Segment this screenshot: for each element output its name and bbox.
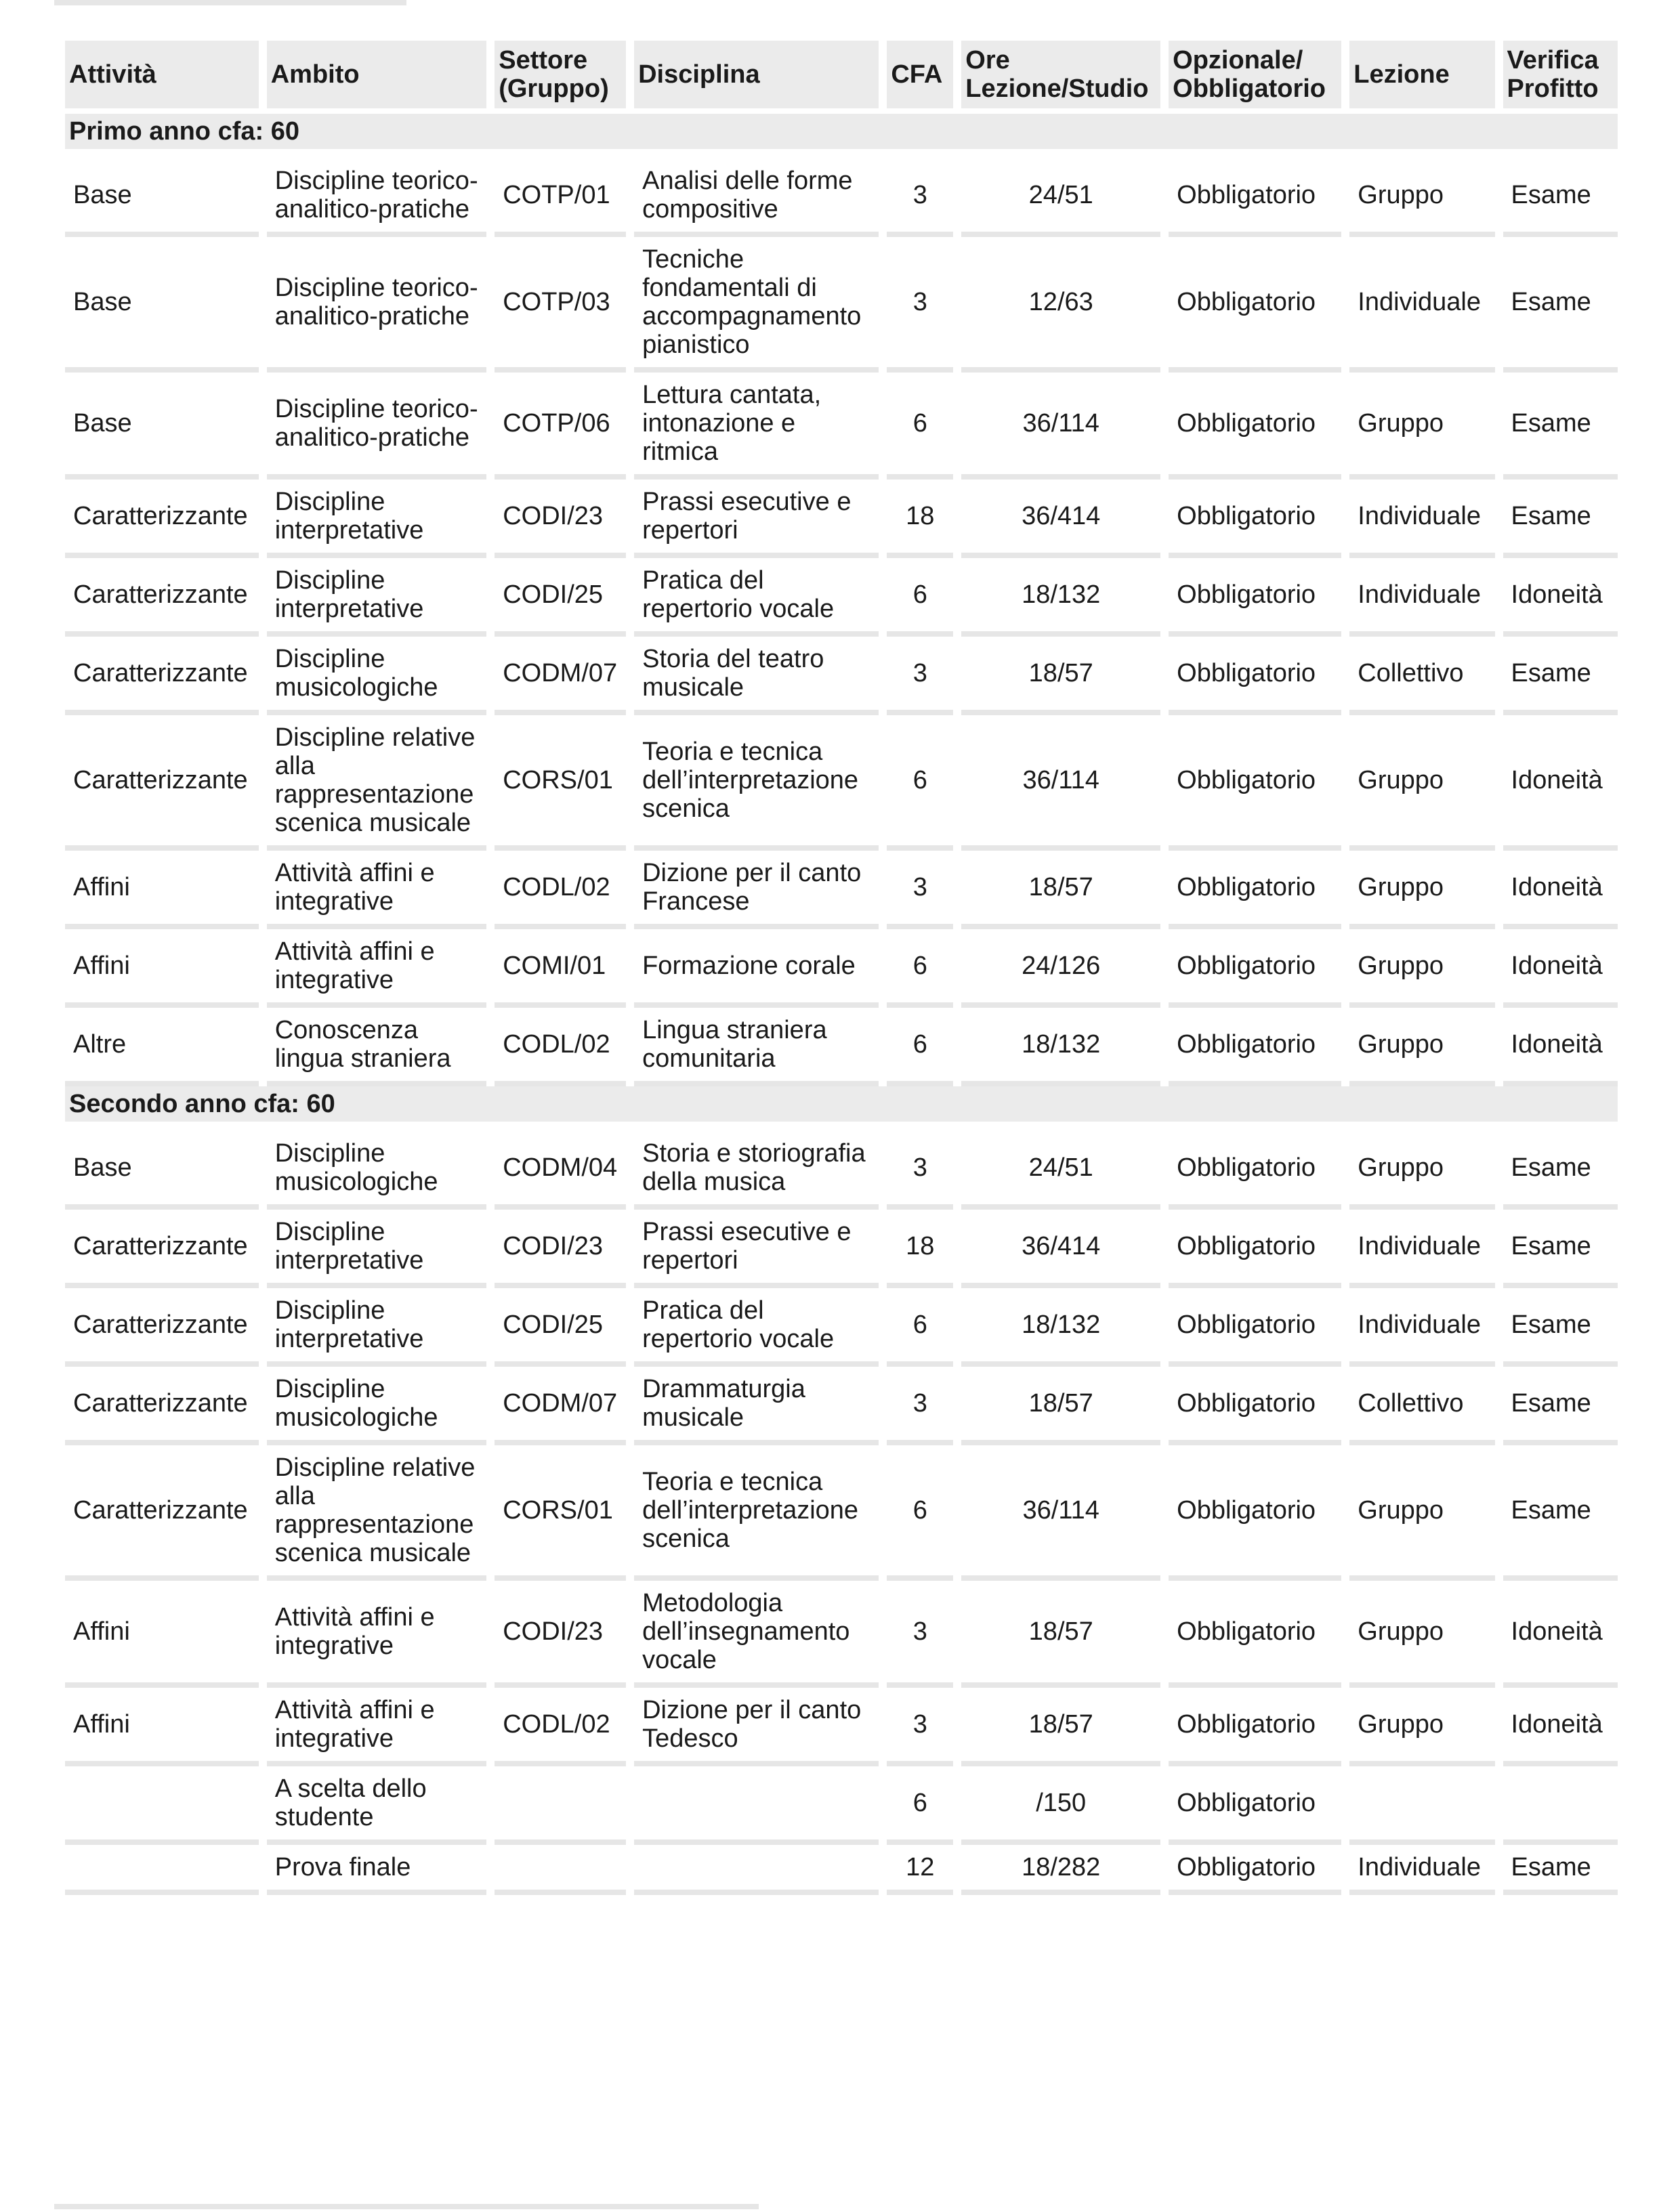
header-opzionale: Opzionale/ Obbligatorio <box>1169 41 1341 114</box>
cell-settore: CODM/07 <box>495 637 626 715</box>
cell-lezione: Individuale <box>1349 237 1494 373</box>
cell-cfa: 12 <box>887 1845 953 1895</box>
cell-verifica: Esame <box>1503 480 1618 558</box>
cell-verifica: Esame <box>1503 1131 1618 1210</box>
cell-lezione: Collettivo <box>1349 1367 1494 1445</box>
cell-ore: 36/114 <box>961 1445 1160 1581</box>
cell-disciplina: Teoria e tecnica dell’interpretazione scenica <box>634 715 879 851</box>
cell-verifica: Esame <box>1503 1845 1618 1895</box>
cell-settore: CODL/02 <box>495 1008 626 1086</box>
table-row <box>65 637 1618 715</box>
cell-cfa: 3 <box>887 158 953 237</box>
header-ambito: Ambito <box>267 41 487 114</box>
cell-opzionale: Obbligatorio <box>1169 715 1341 851</box>
cell-lezione: Gruppo <box>1349 851 1494 929</box>
cell-verifica: Esame <box>1503 237 1618 373</box>
table-row <box>65 1367 1618 1445</box>
cell-ore: 12/63 <box>961 237 1160 373</box>
cell-lezione: Gruppo <box>1349 1131 1494 1210</box>
table-row <box>65 1688 1618 1766</box>
cell-cfa: 6 <box>887 1766 953 1845</box>
cell-ambito: Discipline interpretative <box>267 1288 487 1367</box>
cell-ore: 36/414 <box>961 480 1160 558</box>
cell-settore <box>495 1766 626 1845</box>
header-ore: Ore Lezione/Studio <box>961 41 1160 114</box>
header-attivita: Attività <box>65 41 259 114</box>
cell-disciplina: Tecniche fondamentali di accompagnamento pianistico <box>634 237 879 373</box>
cell-ore: 24/51 <box>961 158 1160 237</box>
cell-ore: 18/132 <box>961 1288 1160 1367</box>
table-row <box>65 1445 1618 1581</box>
cell-cfa: 18 <box>887 1210 953 1288</box>
table-row <box>65 1131 1618 1210</box>
table-row <box>65 1581 1618 1688</box>
cell-ore: 36/114 <box>961 373 1160 480</box>
cell-disciplina: Dizione per il canto Tedesco <box>634 1688 879 1766</box>
cell-disciplina: Drammaturgia musicale <box>634 1367 879 1445</box>
header-lezione: Lezione <box>1349 41 1494 114</box>
bottom-divider <box>54 2204 759 2209</box>
cell-disciplina <box>634 1766 879 1845</box>
cell-attivita: Affini <box>65 1688 259 1766</box>
cell-ambito: Discipline interpretative <box>267 558 487 637</box>
cell-attivita: Base <box>65 373 259 480</box>
cell-cfa: 6 <box>887 1008 953 1086</box>
cell-attivita: Caratterizzante <box>65 1210 259 1288</box>
cell-ore: 18/57 <box>961 1581 1160 1688</box>
cell-opzionale: Obbligatorio <box>1169 1845 1341 1895</box>
cell-disciplina: Pratica del repertorio vocale <box>634 558 879 637</box>
cell-lezione: Individuale <box>1349 1288 1494 1367</box>
cell-attivita: Affini <box>65 851 259 929</box>
cell-settore <box>495 1845 626 1895</box>
cell-opzionale: Obbligatorio <box>1169 1766 1341 1845</box>
table-row <box>65 1288 1618 1367</box>
cell-ambito: A scelta dello studente <box>267 1766 487 1845</box>
cell-opzionale: Obbligatorio <box>1169 1288 1341 1367</box>
cell-disciplina: Pratica del repertorio vocale <box>634 1288 879 1367</box>
cell-settore: CODM/04 <box>495 1131 626 1210</box>
cell-cfa: 3 <box>887 1367 953 1445</box>
cell-ambito: Attività affini e integrative <box>267 929 487 1008</box>
table-body <box>65 114 1618 1895</box>
cell-ore: 36/114 <box>961 715 1160 851</box>
header-row <box>65 41 1618 114</box>
cell-attivita: Affini <box>65 929 259 1008</box>
cell-opzionale: Obbligatorio <box>1169 851 1341 929</box>
cell-lezione: Collettivo <box>1349 637 1494 715</box>
cell-attivita: Caratterizzante <box>65 1445 259 1581</box>
cell-attivita: Altre <box>65 1008 259 1086</box>
cell-verifica: Esame <box>1503 637 1618 715</box>
cell-attivita: Base <box>65 1131 259 1210</box>
table-row <box>65 558 1618 637</box>
cell-cfa: 6 <box>887 1288 953 1367</box>
cell-ore: /150 <box>961 1766 1160 1845</box>
cell-ambito: Discipline musicologiche <box>267 1367 487 1445</box>
cell-attivita: Caratterizzante <box>65 715 259 851</box>
table-row <box>65 237 1618 373</box>
cell-disciplina: Storia del teatro musicale <box>634 637 879 715</box>
cell-opzionale: Obbligatorio <box>1169 637 1341 715</box>
cell-ambito: Attività affini e integrative <box>267 1581 487 1688</box>
cell-ore: 18/132 <box>961 1008 1160 1086</box>
cell-verifica: Idoneità <box>1503 929 1618 1008</box>
section-title: Primo anno cfa: 60 <box>65 114 1618 158</box>
cell-opzionale: Obbligatorio <box>1169 1367 1341 1445</box>
cell-disciplina: Prassi esecutive e repertori <box>634 1210 879 1288</box>
table-row <box>65 1766 1618 1845</box>
cell-settore: COTP/01 <box>495 158 626 237</box>
cell-settore: CODL/02 <box>495 1688 626 1766</box>
cell-verifica: Idoneità <box>1503 1008 1618 1086</box>
cell-opzionale: Obbligatorio <box>1169 1445 1341 1581</box>
cell-ambito: Discipline musicologiche <box>267 637 487 715</box>
cell-ore: 18/57 <box>961 637 1160 715</box>
cell-verifica: Esame <box>1503 1367 1618 1445</box>
cell-lezione: Gruppo <box>1349 715 1494 851</box>
cell-opzionale: Obbligatorio <box>1169 1210 1341 1288</box>
cell-settore: COMI/01 <box>495 929 626 1008</box>
cell-ambito: Attività affini e integrative <box>267 1688 487 1766</box>
cell-verifica: Esame <box>1503 1210 1618 1288</box>
header-disciplina: Disciplina <box>634 41 879 114</box>
cell-opzionale: Obbligatorio <box>1169 158 1341 237</box>
cell-attivita: Caratterizzante <box>65 558 259 637</box>
cell-settore: CODI/25 <box>495 558 626 637</box>
table-row <box>65 1008 1618 1086</box>
cell-cfa: 6 <box>887 373 953 480</box>
table-row <box>65 1845 1618 1895</box>
cell-opzionale: Obbligatorio <box>1169 373 1341 480</box>
section-row <box>65 1086 1618 1131</box>
cell-ore: 24/51 <box>961 1131 1160 1210</box>
cell-attivita: Affini <box>65 1581 259 1688</box>
table-row <box>65 715 1618 851</box>
cell-settore: CODI/25 <box>495 1288 626 1367</box>
cell-lezione <box>1349 1766 1494 1845</box>
cell-lezione: Individuale <box>1349 1845 1494 1895</box>
study-plan-table <box>57 41 1626 1895</box>
cell-opzionale: Obbligatorio <box>1169 558 1341 637</box>
cell-ambito: Discipline teorico-analitico-pratiche <box>267 158 487 237</box>
cell-lezione: Individuale <box>1349 1210 1494 1288</box>
cell-lezione: Gruppo <box>1349 1445 1494 1581</box>
cell-ore: 36/414 <box>961 1210 1160 1288</box>
section-row <box>65 114 1618 158</box>
cell-attivita: Caratterizzante <box>65 1367 259 1445</box>
cell-verifica: Esame <box>1503 158 1618 237</box>
top-divider <box>54 0 406 5</box>
cell-ambito: Discipline interpretative <box>267 480 487 558</box>
cell-cfa: 3 <box>887 237 953 373</box>
cell-opzionale: Obbligatorio <box>1169 1581 1341 1688</box>
cell-attivita <box>65 1766 259 1845</box>
cell-settore: COTP/06 <box>495 373 626 480</box>
cell-settore: CODM/07 <box>495 1367 626 1445</box>
cell-lezione: Gruppo <box>1349 158 1494 237</box>
cell-ore: 24/126 <box>961 929 1160 1008</box>
cell-disciplina <box>634 1845 879 1895</box>
cell-settore: CODL/02 <box>495 851 626 929</box>
cell-disciplina: Storia e storiografia della musica <box>634 1131 879 1210</box>
cell-lezione: Gruppo <box>1349 1008 1494 1086</box>
cell-ambito: Discipline relative alla rappresentazione scenica musicale <box>267 1445 487 1581</box>
cell-opzionale: Obbligatorio <box>1169 929 1341 1008</box>
table-row <box>65 1210 1618 1288</box>
table-row <box>65 480 1618 558</box>
cell-settore: CODI/23 <box>495 480 626 558</box>
cell-verifica: Idoneità <box>1503 1581 1618 1688</box>
cell-ore: 18/57 <box>961 851 1160 929</box>
table-row <box>65 851 1618 929</box>
cell-attivita <box>65 1845 259 1895</box>
cell-cfa: 6 <box>887 929 953 1008</box>
table-row <box>65 929 1618 1008</box>
cell-verifica: Esame <box>1503 1288 1618 1367</box>
cell-opzionale: Obbligatorio <box>1169 1008 1341 1086</box>
cell-cfa: 3 <box>887 637 953 715</box>
cell-ambito: Conoscenza lingua straniera <box>267 1008 487 1086</box>
cell-cfa: 18 <box>887 480 953 558</box>
cell-disciplina: Teoria e tecnica dell’interpretazione scenica <box>634 1445 879 1581</box>
cell-settore: COTP/03 <box>495 237 626 373</box>
table-row <box>65 373 1618 480</box>
cell-ambito: Discipline teorico-analitico-pratiche <box>267 237 487 373</box>
cell-cfa: 3 <box>887 1131 953 1210</box>
header-settore: Settore (Gruppo) <box>495 41 626 114</box>
cell-disciplina: Analisi delle forme compositive <box>634 158 879 237</box>
cell-cfa: 6 <box>887 715 953 851</box>
cell-opzionale: Obbligatorio <box>1169 237 1341 373</box>
cell-opzionale: Obbligatorio <box>1169 1131 1341 1210</box>
cell-verifica: Idoneità <box>1503 1688 1618 1766</box>
cell-disciplina: Dizione per il canto Francese <box>634 851 879 929</box>
cell-ambito: Discipline teorico-analitico-pratiche <box>267 373 487 480</box>
cell-cfa: 6 <box>887 558 953 637</box>
cell-disciplina: Formazione corale <box>634 929 879 1008</box>
table-row <box>65 158 1618 237</box>
cell-opzionale: Obbligatorio <box>1169 1688 1341 1766</box>
cell-ore: 18/132 <box>961 558 1160 637</box>
cell-settore: CORS/01 <box>495 1445 626 1581</box>
cell-attivita: Caratterizzante <box>65 637 259 715</box>
cell-disciplina: Lingua straniera comunitaria <box>634 1008 879 1086</box>
cell-lezione: Individuale <box>1349 558 1494 637</box>
cell-verifica: Idoneità <box>1503 851 1618 929</box>
cell-ore: 18/57 <box>961 1367 1160 1445</box>
cell-attivita: Caratterizzante <box>65 480 259 558</box>
cell-cfa: 6 <box>887 1445 953 1581</box>
cell-ambito: Discipline interpretative <box>267 1210 487 1288</box>
cell-ore: 18/57 <box>961 1688 1160 1766</box>
cell-disciplina: Prassi esecutive e repertori <box>634 480 879 558</box>
cell-verifica: Idoneità <box>1503 715 1618 851</box>
cell-lezione: Gruppo <box>1349 1688 1494 1766</box>
cell-cfa: 3 <box>887 1581 953 1688</box>
cell-cfa: 3 <box>887 851 953 929</box>
cell-settore: CORS/01 <box>495 715 626 851</box>
cell-ambito: Prova finale <box>267 1845 487 1895</box>
cell-verifica: Esame <box>1503 373 1618 480</box>
cell-ambito: Attività affini e integrative <box>267 851 487 929</box>
cell-disciplina: Metodologia dell’insegnamento vocale <box>634 1581 879 1688</box>
cell-ambito: Discipline relative alla rappresentazione scenica musicale <box>267 715 487 851</box>
cell-attivita: Base <box>65 158 259 237</box>
cell-verifica: Esame <box>1503 1445 1618 1581</box>
cell-lezione: Gruppo <box>1349 373 1494 480</box>
cell-cfa: 3 <box>887 1688 953 1766</box>
section-title: Secondo anno cfa: 60 <box>65 1086 1618 1131</box>
cell-lezione: Gruppo <box>1349 1581 1494 1688</box>
cell-verifica <box>1503 1766 1618 1845</box>
header-verifica: Verifica Profitto <box>1503 41 1618 114</box>
cell-verifica: Idoneità <box>1503 558 1618 637</box>
cell-ambito: Discipline musicologiche <box>267 1131 487 1210</box>
header-cfa: CFA <box>887 41 953 114</box>
cell-attivita: Base <box>65 237 259 373</box>
cell-attivita: Caratterizzante <box>65 1288 259 1367</box>
cell-lezione: Gruppo <box>1349 929 1494 1008</box>
cell-settore: CODI/23 <box>495 1581 626 1688</box>
cell-settore: CODI/23 <box>495 1210 626 1288</box>
cell-opzionale: Obbligatorio <box>1169 480 1341 558</box>
cell-disciplina: Lettura cantata, intonazione e ritmica <box>634 373 879 480</box>
cell-ore: 18/282 <box>961 1845 1160 1895</box>
cell-lezione: Individuale <box>1349 480 1494 558</box>
